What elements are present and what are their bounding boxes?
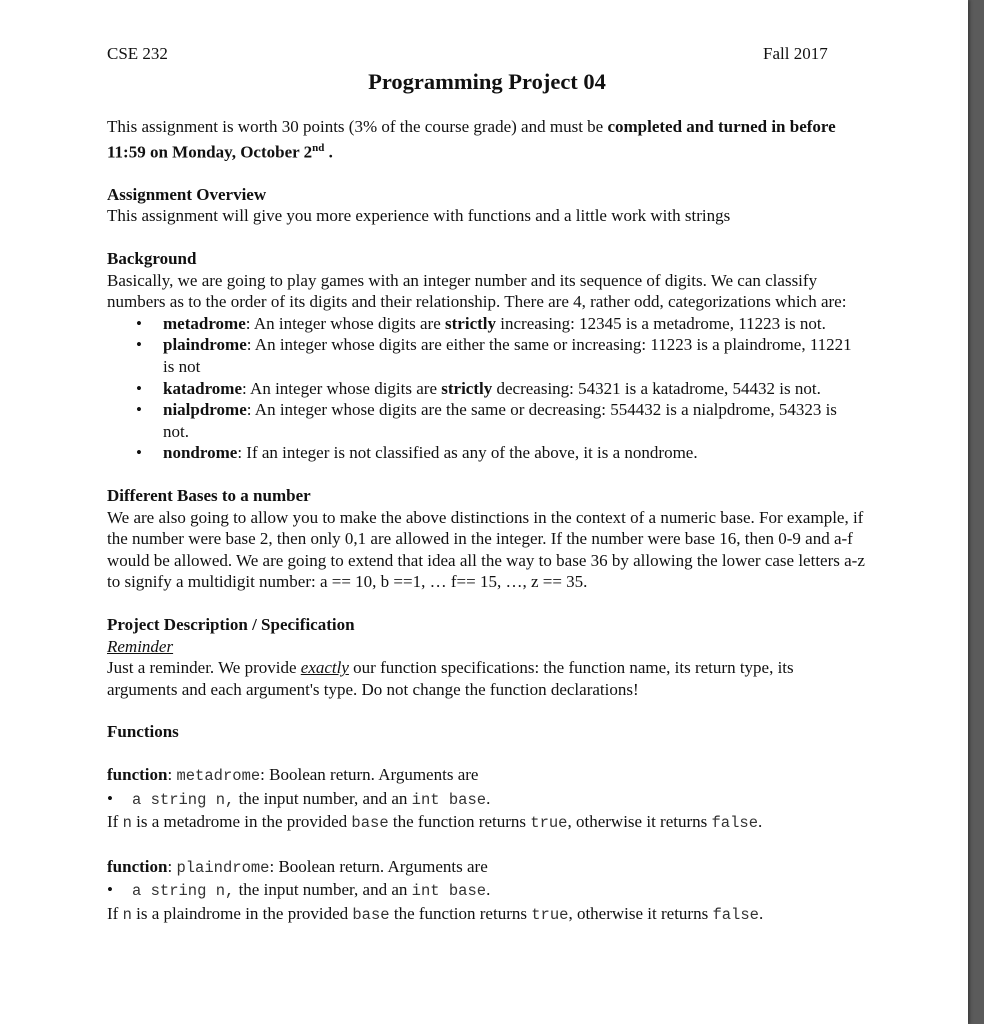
arg-text: the input number, and an	[234, 788, 412, 808]
category-text: : An integer whose digits are	[242, 378, 442, 398]
category-text: : If an integer is not classified as any of the above, it is a nondrome.	[237, 443, 698, 463]
category-term: katadrome	[163, 378, 243, 398]
reminder-heading: Reminder	[107, 636, 174, 656]
desc-code: true	[531, 905, 569, 924]
desc-text: is a plaindrome in the provided	[131, 903, 353, 923]
arg-end: .	[486, 788, 491, 808]
desc-text: the function returns	[389, 903, 532, 923]
function-label: function	[107, 764, 168, 784]
function-description	[107, 903, 867, 927]
desc-text: If	[107, 812, 123, 832]
category-text: decreasing: 54321 is a katadrome, 54432 is not.	[492, 378, 821, 398]
desc-text: , otherwise it returns	[568, 903, 713, 923]
list-item	[163, 313, 867, 335]
desc-code: false	[711, 814, 759, 833]
intro-paragraph	[107, 116, 867, 163]
arg-int: int base	[411, 790, 487, 809]
function-signature: function: metadrome: Boolean return. Arguments are	[107, 764, 479, 785]
desc-code: base	[352, 905, 390, 924]
background-text: Basically, we are going to play games with an integer number and its sequence of digits. We can classify numbers as to the order of its digits and their relationship. There are 4, rather odd, categorizations which are:	[107, 270, 847, 312]
category-strong: strictly	[445, 313, 497, 333]
reminder-text-a: Just a reminder. We provide	[107, 658, 301, 678]
overview-section	[107, 184, 867, 227]
intro-sup: nd	[312, 141, 325, 154]
desc-text: , otherwise it returns	[567, 812, 712, 832]
category-text: : An integer whose digits are the same or decreasing: 554432 is a nialpdrome, 54323 is not.	[163, 400, 837, 441]
desc-text: If	[107, 903, 123, 923]
desc-text: is a metadrome in the provided	[131, 812, 352, 832]
functions-heading: Functions	[107, 722, 179, 742]
project-heading: Project Description / Specification	[107, 614, 355, 634]
reminder-text-b: our function specifications: the function name, its return type, its arguments and each argument's type. Do not change the function declarations!	[107, 658, 794, 699]
intro-end: .	[324, 142, 333, 162]
intro-text: This assignment is worth 30 points (3% of the course grade) and must be	[107, 117, 608, 136]
function-return: : Boolean return. Arguments are	[260, 764, 479, 784]
overview-heading: Assignment Overview	[107, 184, 267, 204]
page-title: Programming Project 04	[368, 69, 606, 94]
category-term: plaindrome	[163, 335, 247, 355]
arg-string: a string n,	[132, 790, 235, 809]
category-text: : An integer whose digits are either the same or increasing: 11223 is a plaindrome, 11221 is not	[163, 335, 852, 376]
list-item	[163, 442, 867, 464]
desc-code: false	[712, 905, 759, 924]
category-text: : An integer whose digits are	[245, 313, 446, 333]
reminder-text	[107, 657, 867, 700]
function-description	[107, 811, 867, 835]
background-section	[107, 248, 867, 464]
term: Fall 2017	[763, 44, 828, 63]
desc-code: n	[122, 814, 132, 833]
argument-list	[107, 879, 867, 903]
category-term: nialpdrome	[163, 400, 247, 420]
desc-text: the function returns	[388, 812, 531, 832]
category-term: nondrome	[163, 443, 238, 463]
category-strong: strictly	[441, 378, 493, 398]
desc-code: n	[122, 905, 132, 924]
bases-section	[107, 485, 867, 593]
list-item	[132, 788, 867, 812]
function-name: metadrome	[176, 766, 261, 785]
arg-text: the input number, and an	[234, 880, 412, 900]
arg-string: a string n,	[132, 882, 235, 901]
list-item	[163, 378, 867, 400]
category-term: metadrome	[163, 313, 246, 333]
background-heading: Background	[107, 249, 197, 269]
list-item	[163, 399, 867, 442]
desc-text: .	[758, 903, 764, 923]
function-block-plaindrome	[107, 856, 867, 927]
list-item	[163, 334, 867, 377]
function-name: plaindrome	[176, 858, 270, 877]
argument-list	[107, 788, 867, 812]
overview-text: This assignment will give you more experience with functions and a little work with strings	[107, 206, 731, 226]
function-signature: function: plaindrome: Boolean return. Arguments are	[107, 856, 488, 877]
intro-deadline: completed and turned in before 11:59 on Monday, October 2	[107, 117, 836, 162]
desc-code: base	[351, 814, 389, 833]
function-block-metadrome	[107, 764, 867, 835]
project-section	[107, 614, 867, 700]
list-item	[132, 879, 867, 903]
document-body	[107, 40, 867, 926]
categories-list	[107, 313, 867, 464]
desc-code: true	[530, 814, 568, 833]
course-code: CSE 232	[107, 44, 168, 63]
functions-section	[107, 721, 867, 743]
category-text: increasing: 12345 is a metadrome, 11223 is not.	[496, 313, 826, 333]
arg-end: .	[486, 880, 491, 900]
function-return: : Boolean return. Arguments are	[269, 856, 488, 876]
desc-text: .	[758, 812, 763, 832]
arg-int: int base	[411, 882, 487, 901]
function-label: function	[107, 856, 168, 876]
bases-heading: Different Bases to a number	[107, 485, 311, 505]
reminder-emphasis: exactly	[300, 658, 349, 678]
bases-text: We are also going to allow you to make the above distinctions in the context of a numeric base. For example, if the number were base 2, then only 0,1 are allowed in the integer. If the number were base 16, then 0-9 and a-f would be allowed. We are going to extend that idea all the way to base 36 by allowing the lower case letters a-z to signify a multidigit number: a == 10, b ==1, … f== 15, …, z == 35.	[107, 507, 865, 592]
